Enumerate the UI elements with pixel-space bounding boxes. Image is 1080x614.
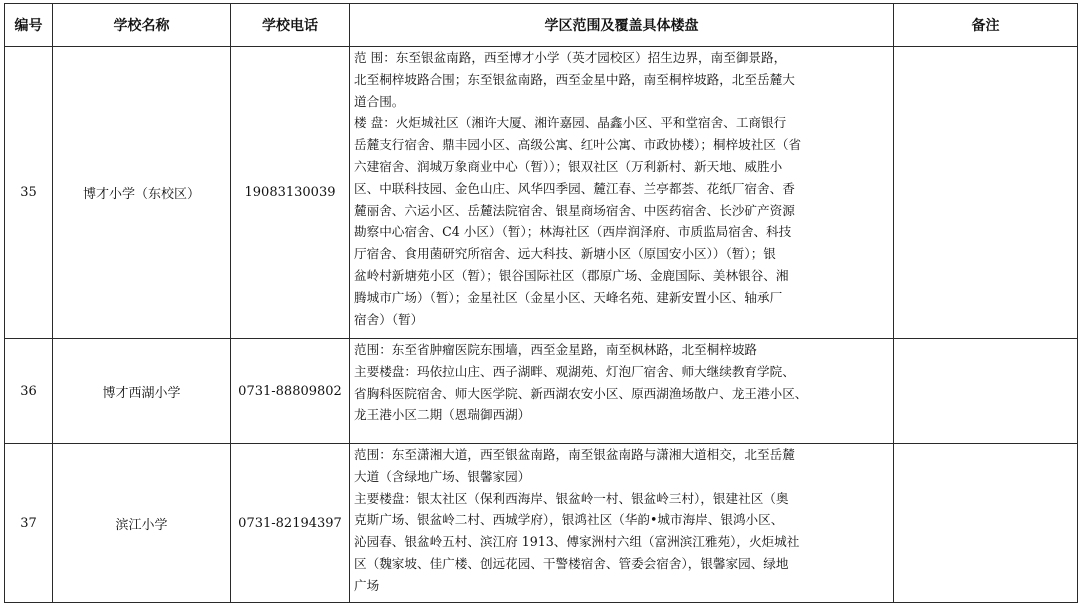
remark-cell	[894, 444, 1078, 603]
district-scope	[350, 339, 894, 444]
scope-line: 麓丽舍、六运小区、岳麓法院宿舍、银星商场宿舍、中医药宿舍、长沙矿产资源	[354, 202, 795, 218]
scope-line: 大道（含绿地广场、银馨家园）	[354, 468, 531, 484]
school-name: 滨江小学	[53, 444, 231, 603]
scope-line: 勘察中心宿舍、C4 小区）（暂）；林海社区（西岸润泽府、市质监局宿舍、科技	[354, 224, 792, 240]
scope-line: 道合围。	[354, 93, 405, 109]
header-school-name: 学校名称	[53, 4, 231, 47]
scope-line: 克斯广场、银盆岭二村、西城学府），银鸿社区（华韵•城市海岸、银鸿小区、	[354, 512, 784, 528]
header-school-phone: 学校电话	[231, 4, 350, 47]
school-name: 博才小学（东校区）	[53, 47, 231, 339]
scope-line: 范围：东至省肿瘤医院东围墙，西至金星路，南至枫林路，北至桐梓坡路	[354, 342, 757, 357]
scope-line: 省胸科医院宿舍、师大医学院、新西湖农安小区、原西湖渔场散户、龙王港小区、	[354, 385, 808, 401]
scope-line: 北至桐梓坡路合围；东至银盆南路，西至金星中路，南至桐梓坡路，北至岳麓大	[354, 71, 795, 87]
school-phone: 19083130039	[231, 47, 350, 339]
scope-line: 龙王港小区二期（恩瑞御西湖）	[354, 407, 531, 423]
header-district-scope: 学区范围及覆盖具体楼盘	[350, 4, 894, 47]
table-row	[5, 339, 1078, 444]
school-name: 博才西湖小学	[53, 339, 231, 444]
district-scope	[350, 47, 894, 339]
scope-line: 岳麓支行宿舍、鼎丰园小区、高级公寓、红叶公寓、市政协楼）；桐梓坡社区（省	[354, 137, 802, 153]
scope-line: 主要楼盘：银太社区（保利西海岸、银盆岭一村、银盆岭三村），银建社区（奥	[354, 490, 789, 506]
row-number: 37	[5, 444, 53, 603]
school-district-table	[4, 3, 1078, 603]
scope-line: 楼 盘：火炬城社区（湘许大厦、湘许嘉园、晶鑫小区、平和堂宿舍、工商银行	[354, 115, 787, 131]
scope-line: 广场	[354, 577, 380, 593]
scope-line: 区、中联科技园、金色山庄、风华四季园、麓江春、兰亭都荟、花纸厂宿舍、香	[354, 180, 795, 196]
remark-cell	[894, 47, 1078, 339]
row-number: 35	[5, 47, 53, 339]
table-row	[5, 47, 1078, 339]
scope-line: 腾城市广场）（暂）；金星社区（金星小区、天峰名苑、建新安置小区、轴承厂	[354, 289, 783, 305]
scope-line: 盆岭村新塘苑小区（暂）；银谷国际社区（郡原广场、金鹿国际、美林银谷、湘	[354, 267, 789, 283]
scope-line: 范 围：东至银盆南路，西至博才小学（英才园校区）招生边界，南至御景路，	[354, 50, 787, 65]
remark-cell	[894, 339, 1078, 444]
header-row	[5, 4, 1078, 47]
school-phone: 0731-82194397	[231, 444, 350, 603]
row-number: 36	[5, 339, 53, 444]
scope-line: 宿舍）（暂）	[354, 311, 424, 327]
scope-line: 六建宿舍、润城万象商业中心（暂））；银双社区（万利新村、新天地、威胜小	[354, 158, 783, 174]
school-phone: 0731-88809802	[231, 339, 350, 444]
header-remark: 备注	[894, 4, 1078, 47]
table-row	[5, 444, 1078, 603]
scope-line: 沁园春、银盆岭五村、滨江府 1913、傅家洲村六组（富洲滨江雅苑），火炬城社	[354, 534, 800, 550]
district-scope	[350, 444, 894, 603]
scope-line: 主要楼盘：玛依拉山庄、西子湖畔、观湖苑、灯泡厂宿舍、师大继续教育学院、	[354, 363, 795, 379]
scope-line: 厅宿舍、食用菌研究所宿舍、远大科技、新塘小区（原国安小区））（暂）；银	[354, 246, 776, 262]
scope-line: 区（魏家坡、佳广楼、创远花园、干警楼宿舍、管委会宿舍），银馨家园、绿地	[354, 555, 789, 571]
header-number: 编号	[5, 4, 53, 47]
scope-line: 范围：东至潇湘大道，西至银盆南路，南至银盆南路与潇湘大道相交，北至岳麓	[354, 447, 795, 462]
